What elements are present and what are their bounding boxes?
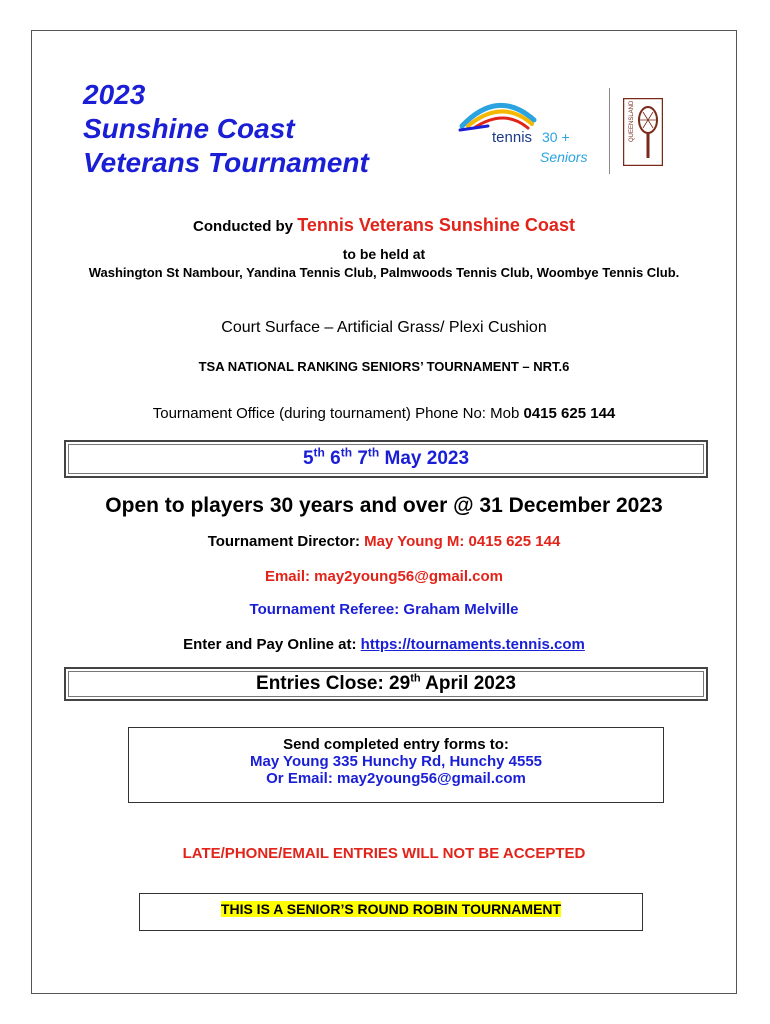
tennis-queensland-logo (623, 98, 663, 166)
tournament-title (83, 78, 369, 180)
director-email: Email: may2young56@gmail.com (264, 568, 504, 585)
late-entries-notice: LATE/PHONE/EMAIL ENTRIES WILL NOT BE ACCEPTED (182, 845, 586, 862)
venues: Washington St Nambour, Yandina Tennis Club, Palmwoods Tennis Club, Woombye Tennis Club. (88, 265, 680, 280)
director-colon: : (354, 533, 365, 550)
director-label: Tournament Director (207, 533, 355, 550)
conducted-by (31, 215, 737, 236)
ranking-tournament: TSA NATIONAL RANKING SENIORS’ TOURNAMENT – NRT.6 (198, 359, 570, 374)
title-region: Sunshine Coast (83, 113, 295, 144)
office-phone: 0415 625 144 (523, 405, 616, 422)
date-month-year: May 2023 (384, 448, 470, 469)
tournament-referee: Tournament Referee: Graham Melville (249, 601, 519, 618)
conducted-prefix: Conducted by (193, 218, 298, 235)
tournament-office (31, 405, 737, 422)
logo-seniors-text: Seniors (540, 149, 588, 165)
send-address: May Young 335 Hunchy Rd, Hunchy 4555 (249, 753, 543, 770)
logo-queensland-text: QUEENSLAND (629, 100, 635, 142)
office-label: Tournament Office (during tournament) Phone No: Mob (152, 405, 524, 422)
date-day-1: 5 (302, 448, 314, 469)
organizer-name: Tennis Veterans Sunshine Coast (297, 215, 575, 235)
online-label: Enter and Pay Online at: (183, 636, 361, 653)
title-event: Veterans Tournament (83, 147, 369, 178)
title-year: 2023 (83, 79, 146, 110)
logo-age-text: 30 + (542, 129, 570, 145)
director-contact: May Young M: 0415 625 144 (364, 533, 561, 550)
tennis-30-seniors-logo (458, 96, 608, 168)
online-entry (31, 636, 737, 653)
round-robin-box (139, 893, 643, 931)
tournament-director (31, 533, 737, 550)
date-suffix-3: th (367, 445, 380, 460)
send-heading: Send completed entry forms to: (283, 736, 509, 753)
send-entries-box (128, 727, 664, 803)
tournament-dates (64, 440, 708, 478)
logo-tennis-text: tennis (492, 129, 533, 146)
send-email: Or Email: may2young56@gmail.com (266, 770, 526, 787)
entries-close-sup: th (410, 672, 421, 685)
entries-close-suffix: April 2023 (420, 673, 516, 694)
round-robin-notice: THIS IS A SENIOR’S ROUND ROBIN TOURNAMENT (220, 901, 562, 917)
court-surface: Court Surface – Artificial Grass/ Plexi Cushion (221, 319, 547, 336)
logo-divider (609, 88, 610, 174)
entries-close (64, 667, 708, 701)
date-day-2: 6 (330, 448, 341, 469)
eligibility: Open to players 30 years and over @ 31 December 2023 (105, 494, 663, 517)
held-at: to be held at (342, 246, 426, 262)
date-suffix-1: th (313, 445, 325, 460)
entry-link[interactable]: https://tournaments.tennis.com (360, 636, 585, 653)
date-day-3: 7 (357, 448, 368, 469)
date-suffix-2: th (340, 445, 353, 460)
entries-close-prefix: Entries Close: 29 (256, 673, 411, 694)
